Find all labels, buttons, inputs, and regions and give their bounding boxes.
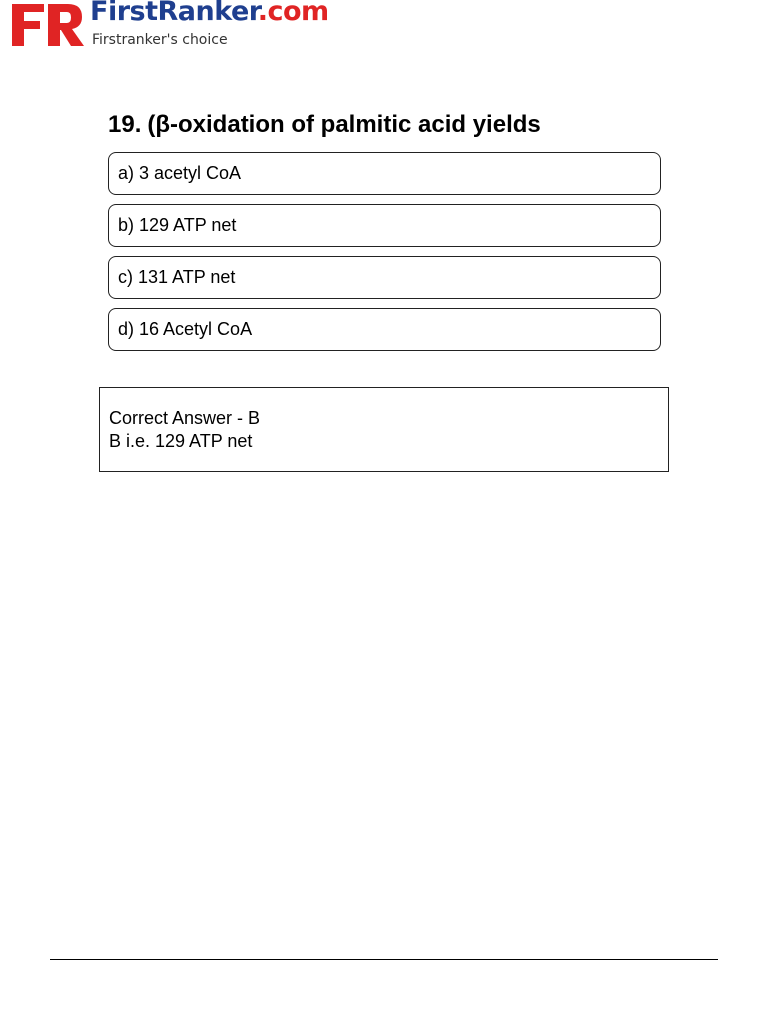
- question-heading: [108, 111, 541, 139]
- option-a[interactable]: a) 3 acetyl CoA: [108, 152, 661, 195]
- logo-tagline: Firstranker's choice: [92, 32, 228, 48]
- options-list: [108, 152, 661, 360]
- correct-answer-line: Correct Answer - B: [109, 408, 261, 428]
- option-c[interactable]: c) 131 ATP net: [108, 256, 661, 299]
- logo-title: [90, 0, 329, 28]
- firstranker-logo-mark-icon: [10, 0, 84, 50]
- answer-explanation-line: B i.e. 129 ATP net: [109, 431, 253, 451]
- option-d[interactable]: d) 16 Acetyl CoA: [108, 308, 661, 351]
- option-b[interactable]: b) 129 ATP net: [108, 204, 661, 247]
- logo-title-suffix: .com: [257, 0, 329, 27]
- question-text: (β-oxidation of palmitic acid yields: [147, 111, 541, 138]
- logo-title-first: FirstRanker: [90, 0, 258, 27]
- question-number: 19.: [108, 111, 142, 138]
- site-logo[interactable]: [10, 0, 330, 52]
- footer-divider: [50, 959, 718, 960]
- answer-box: [99, 387, 669, 472]
